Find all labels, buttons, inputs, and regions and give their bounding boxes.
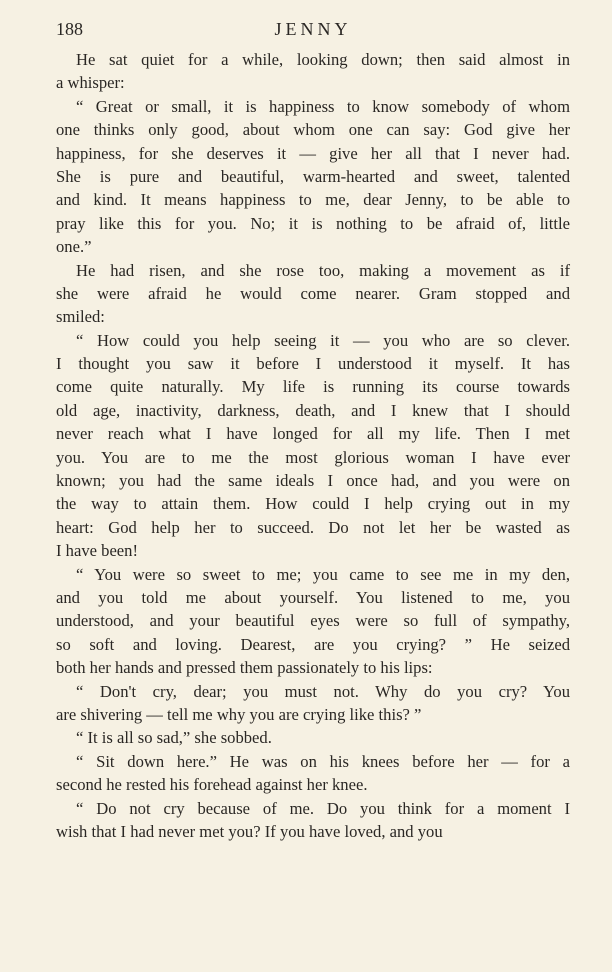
text-line: smiled: (56, 307, 105, 327)
text-line: you. You are to me the most glorious woman I have ever (56, 447, 570, 467)
text-line: so soft and loving. Dearest, are you crying? ” He seized (56, 634, 570, 654)
text-line: the way to attain them. How could I help crying out in my (56, 494, 570, 514)
text-line: “ Don't cry, dear; you must not. Why do you cry? You (76, 681, 570, 701)
text-line: and you told me about yourself. You listened to me, you (56, 587, 570, 607)
body-text (56, 48, 570, 843)
text-line: wish that I had never met you? If you have loved, and you (56, 821, 443, 841)
text-line: I thought you saw it before I understood it myself. It has (56, 354, 570, 374)
text-line: “ Sit down here.” He was on his knees before her — for a (76, 751, 570, 771)
text-line: one.” (56, 237, 92, 257)
text-line: “ Do not cry because of me. Do you think for a moment I (76, 798, 570, 818)
text-line: old age, inactivity, darkness, death, and I knew that I should (56, 400, 570, 420)
text-line: He had risen, and she rose too, making a movement as if (76, 260, 570, 280)
text-line: second he rested his forehead against her knee. (56, 775, 368, 795)
text-line: she were afraid he would come nearer. Gram stopped and (56, 283, 570, 303)
page-number: 188 (56, 19, 83, 39)
text-line: He sat quiet for a while, looking down; then said almost in (76, 50, 570, 69)
paragraph (56, 48, 570, 95)
paragraph (56, 329, 570, 563)
text-line: both her hands and pressed them passionately to his lips: (56, 658, 433, 678)
text-line: a whisper: (56, 73, 125, 93)
text-line: one thinks only good, about whom one can say: God give her (56, 120, 570, 140)
text-line: “ You were so sweet to me; you came to see me in my den, (76, 564, 570, 584)
text-line: known; you had the same ideals I once had, and you were on (56, 471, 570, 491)
text-line: She is pure and beautiful, warm-hearted and sweet, talented (56, 166, 570, 186)
paragraph (56, 750, 570, 797)
text-line: and kind. It means happiness to me, dear Jenny, to be able to (56, 190, 570, 210)
paragraph (56, 95, 570, 259)
page-header (56, 17, 570, 41)
running-head: JENNY (274, 19, 352, 39)
text-line: are shivering — tell me why you are crying like this? ” (56, 704, 422, 724)
paragraph (56, 563, 570, 680)
text-line: heart: God help her to succeed. Do not let her be wasted as (56, 517, 570, 537)
paragraph (56, 797, 570, 844)
text-line: “ How could you help seeing it — you who are so clever. (76, 330, 570, 350)
paragraph (56, 726, 570, 749)
text-line: pray like this for you. No; it is nothing to be afraid of, little (56, 213, 570, 233)
text-line: never reach what I have longed for all my life. Then I met (56, 424, 570, 444)
text-line: happiness, for she deserves it — give her all that I never had. (56, 143, 570, 163)
text-line: “ Great or small, it is happiness to know somebody of whom (76, 96, 570, 116)
text-line: understood, and your beautiful eyes were so full of sympathy, (56, 611, 570, 631)
paragraph (56, 680, 570, 727)
text-line: I have been! (56, 541, 138, 561)
text-line: come quite naturally. My life is running its course towards (56, 377, 570, 397)
text-line: “ It is all so sad,” she sobbed. (76, 728, 272, 748)
paragraph (56, 259, 570, 329)
